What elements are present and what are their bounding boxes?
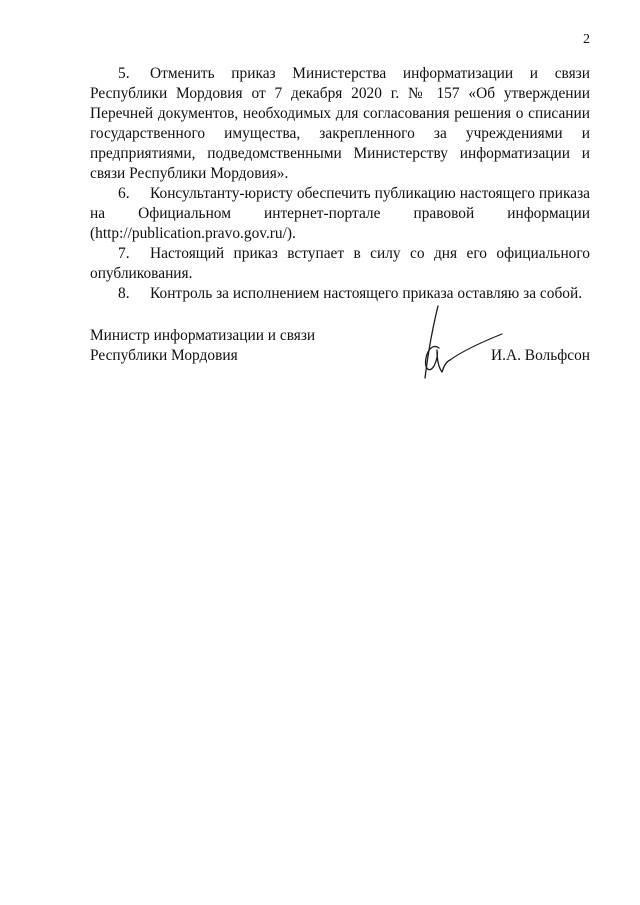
signatory-title-line: Республики Мордовия [90,347,238,364]
handwritten-signature [404,304,514,386]
paragraph-7 [90,244,590,284]
signatory-title-line: Министр информатизации и связи [90,327,316,344]
document-body [90,64,590,304]
paragraph-5 [90,64,590,184]
signatory-title [90,326,315,366]
page-number: 2 [583,32,590,47]
paragraph-8 [90,284,590,304]
signature-block [90,326,590,386]
paragraph-text: Контроль за исполнением настоящего приказа оставляю за собой. [150,285,583,302]
paragraph-text: Настоящий приказ вступает в силу со дня его официального опубликования. [90,245,590,282]
paragraph-number: 6. [118,185,130,202]
paragraph-text: Отменить приказ Министерства информатизации и связи Республики Мордовия от 7 декабря 2020 г. № 157 «Об утверждении Перечней документов, необходимых для согласования решения о списании государственного имущества, закрепленного за учреждениями и предприятиями, подведомственными Министерству информатизации и связи Республики Мордовия». [90,65,590,182]
paragraph-number: 7. [118,245,130,262]
signatory-name: И.А. Вольфсон [491,347,590,364]
paragraph-6 [90,184,590,244]
paragraph-text: Консультанту-юристу обеспечить публикацию настоящего приказа на Официальном интернет-портале правовой информации (http://publication.pravo.gov.ru/). [90,185,590,242]
paragraph-number: 8. [118,285,130,302]
paragraph-number: 5. [118,65,130,82]
